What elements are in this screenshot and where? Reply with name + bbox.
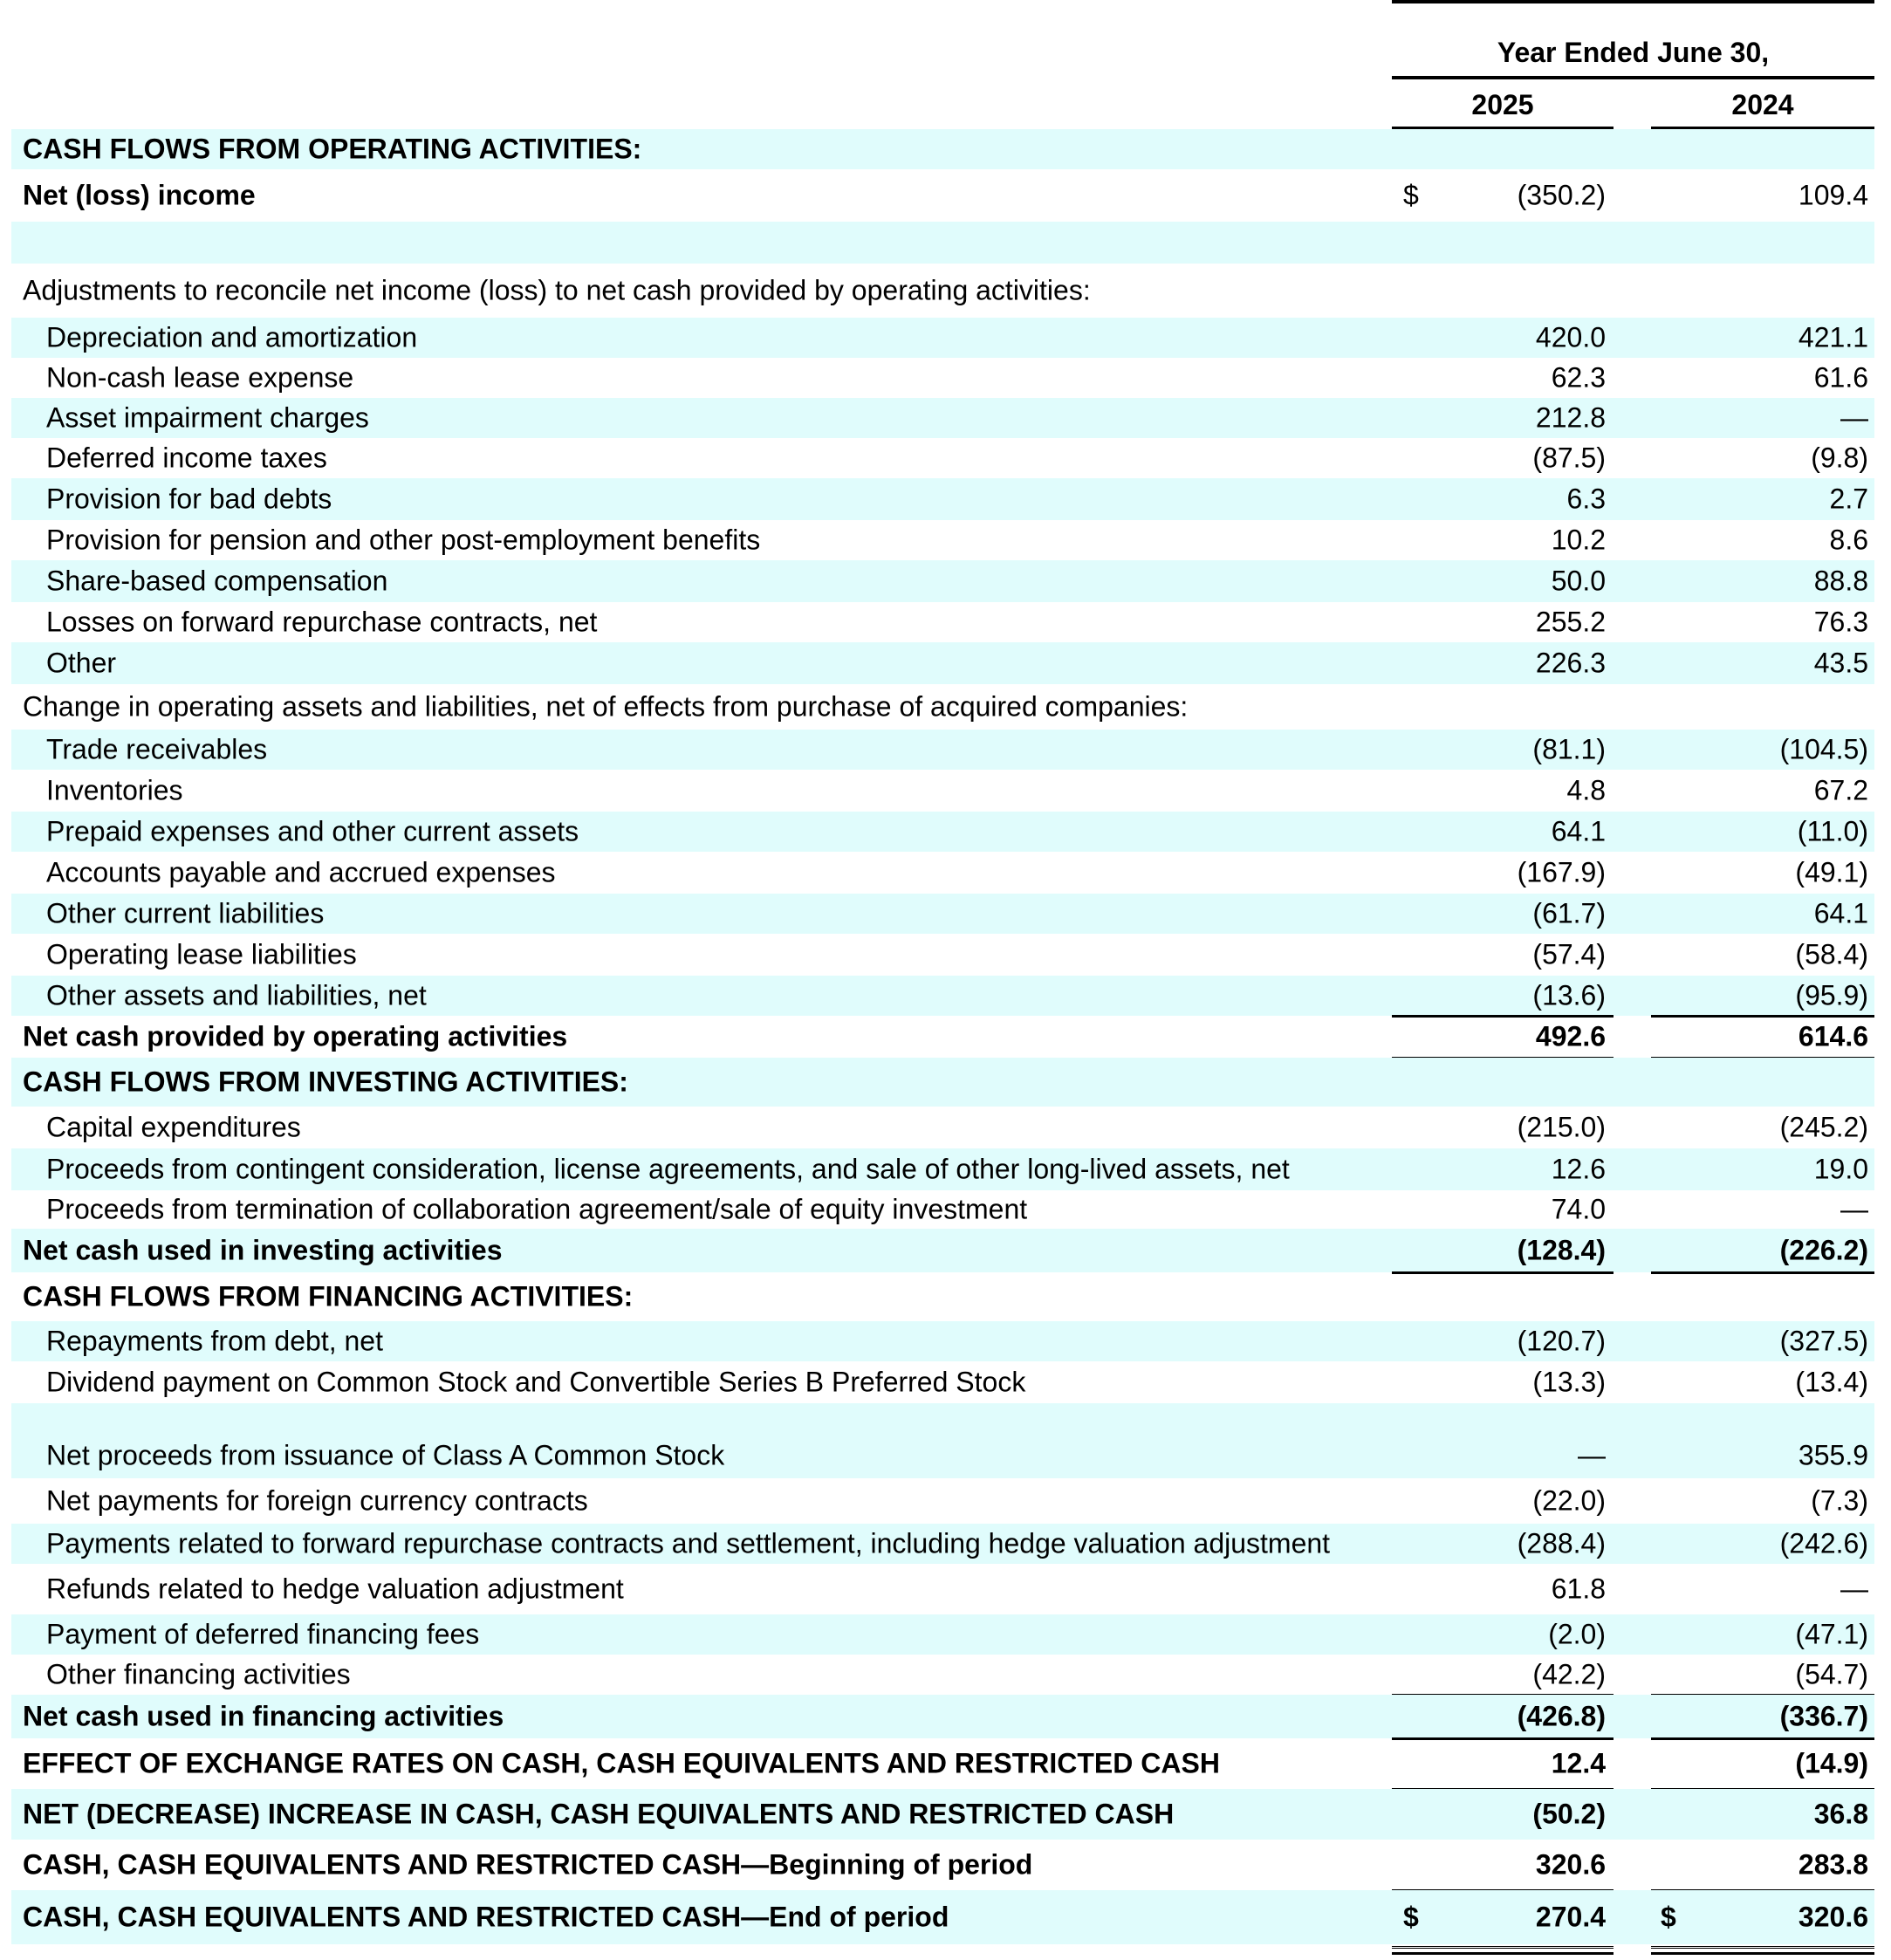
value-2024: (54.7): [1795, 1658, 1868, 1690]
value-2024: (13.4): [1795, 1366, 1868, 1398]
table-row: [11, 398, 1874, 438]
value-2024: (336.7): [1779, 1700, 1868, 1732]
row-label: Losses on forward repurchase contracts, net: [46, 606, 598, 638]
table-row: [11, 1433, 1874, 1478]
total-row-ending: [11, 1890, 1874, 1944]
row-label: Net cash used in financing activities: [23, 1700, 504, 1732]
row-label: Capital expenditures: [46, 1111, 301, 1143]
value-2025: (42.2): [1532, 1658, 1606, 1690]
table-row: [11, 1524, 1874, 1564]
value-2024: 2.7: [1829, 483, 1868, 515]
row-label: Prepaid expenses and other current assets: [46, 815, 579, 847]
row-label: NET (DECREASE) INCREASE IN CASH, CASH EQUIVALENTS AND RESTRICTED CASH: [23, 1798, 1175, 1830]
value-2024: —: [1840, 1573, 1868, 1605]
value-2024: —: [1840, 1193, 1868, 1225]
value-2025: (288.4): [1517, 1527, 1606, 1559]
value-2025: (61.7): [1532, 897, 1606, 929]
row-label: Other assets and liabilities, net: [46, 979, 427, 1011]
row-label: CASH FLOWS FROM INVESTING ACTIVITIES:: [23, 1066, 628, 1098]
row-label: Other current liabilities: [46, 897, 325, 929]
column-header: [11, 0, 1874, 129]
row-label: Provision for pension and other post-employment benefits: [46, 524, 761, 556]
value-2025: 62.3: [1551, 361, 1606, 394]
table-row: [11, 1148, 1874, 1190]
row-label: Repayments from debt, net: [46, 1325, 383, 1357]
value-2025: 226.3: [1535, 647, 1606, 679]
row-label: Net payments for foreign currency contracts: [46, 1484, 588, 1517]
value-2024: 355.9: [1798, 1439, 1868, 1471]
value-2024: (9.8): [1811, 442, 1868, 474]
period-label: Year Ended June 30,: [1497, 37, 1770, 68]
value-2025: (350.2): [1517, 179, 1606, 211]
row-label: Other financing activities: [46, 1658, 351, 1690]
row-label: Trade receivables: [46, 733, 268, 765]
value-2025: (81.1): [1532, 733, 1606, 765]
value-2024: 614.6: [1798, 1020, 1868, 1052]
value-2025: (215.0): [1517, 1111, 1606, 1143]
total-row-net-change: [11, 1789, 1874, 1840]
value-2024: (242.6): [1779, 1527, 1868, 1559]
value-2025: 270.4: [1535, 1901, 1606, 1933]
table-row: [11, 318, 1874, 358]
value-2024: (95.9): [1795, 979, 1868, 1011]
table-row: [11, 812, 1874, 852]
section-header-financing: [11, 1272, 1874, 1321]
row-label: Payment of deferred financing fees: [46, 1618, 480, 1650]
value-2025: 12.6: [1551, 1153, 1606, 1185]
table-row: [11, 1321, 1874, 1361]
value-2025: 10.2: [1551, 524, 1606, 556]
row-label: Asset impairment charges: [46, 401, 369, 434]
table-row: [11, 438, 1874, 478]
value-2025: 212.8: [1535, 401, 1606, 434]
table-row: [11, 730, 1874, 770]
row-label: Share-based compensation: [46, 565, 388, 597]
table-row: [11, 560, 1874, 602]
total-row-beginning: [11, 1840, 1874, 1890]
row-label: Dividend payment on Common Stock and Convertible Series B Preferred Stock: [46, 1366, 1026, 1398]
section-header-investing: [11, 1058, 1874, 1107]
value-2025: 64.1: [1551, 815, 1606, 847]
value-2025: 492.6: [1535, 1020, 1606, 1052]
value-2024: 67.2: [1813, 774, 1868, 806]
row-label: Net (loss) income: [23, 179, 256, 211]
row-label: Accounts payable and accrued expenses: [46, 856, 556, 888]
value-2025: (13.6): [1532, 979, 1606, 1011]
value-2024: 283.8: [1798, 1848, 1868, 1881]
row-label: Proceeds from contingent consideration, license agreements, and sale of other long-lived assets, net: [46, 1153, 1290, 1185]
table-row: [11, 1478, 1874, 1524]
table-row: [11, 1655, 1874, 1695]
dollar-sign: $: [1403, 179, 1419, 211]
value-2025: (426.8): [1517, 1700, 1606, 1732]
value-2025: 4.8: [1566, 774, 1606, 806]
value-2024: 109.4: [1798, 179, 1868, 211]
column-2024-header: 2024: [1731, 89, 1794, 120]
value-2025: (167.9): [1517, 856, 1606, 888]
value-2024: 36.8: [1813, 1798, 1868, 1830]
value-2025: 74.0: [1551, 1193, 1606, 1225]
value-2025: 12.4: [1551, 1747, 1606, 1779]
value-2025: (128.4): [1517, 1234, 1606, 1266]
row-label: Payments related to forward repurchase contracts and settlement, including hedge valuation adjustment: [46, 1527, 1331, 1559]
row-label: Non-cash lease expense: [46, 361, 354, 394]
value-2024: (14.9): [1795, 1747, 1868, 1779]
value-2024: (104.5): [1779, 733, 1868, 765]
value-2024: 43.5: [1813, 647, 1868, 679]
row-label: Change in operating assets and liabilities, net of effects from purchase of acquired companies:: [23, 690, 1189, 723]
row-label: CASH, CASH EQUIVALENTS AND RESTRICTED CASH—End of period: [23, 1901, 949, 1933]
value-2025: (50.2): [1532, 1798, 1606, 1830]
row-label: CASH, CASH EQUIVALENTS AND RESTRICTED CASH—Beginning of period: [23, 1848, 1033, 1881]
table-row: [11, 1361, 1874, 1403]
value-2024: (245.2): [1779, 1111, 1868, 1143]
value-2025: (13.3): [1532, 1366, 1606, 1398]
value-2024: (58.4): [1795, 938, 1868, 970]
row-label: Proceeds from termination of collaboration agreement/sale of equity investment: [46, 1193, 1028, 1225]
row-label: Net cash provided by operating activities: [23, 1020, 568, 1052]
value-2024: (47.1): [1795, 1618, 1868, 1650]
row-label: Inventories: [46, 774, 183, 806]
value-2024: (7.3): [1811, 1484, 1868, 1517]
value-2025: 6.3: [1566, 483, 1606, 515]
table-row: [11, 1564, 1874, 1614]
row-label: EFFECT OF EXCHANGE RATES ON CASH, CASH EQUIVALENTS AND RESTRICTED CASH: [23, 1747, 1220, 1779]
table-row: [11, 358, 1874, 398]
value-2025: (120.7): [1517, 1325, 1606, 1357]
column-2025-header: 2025: [1471, 89, 1534, 120]
table-row: [11, 1614, 1874, 1655]
value-2024: (327.5): [1779, 1325, 1868, 1357]
value-2024: (226.2): [1779, 1234, 1868, 1266]
value-2025: 320.6: [1535, 1848, 1606, 1881]
row-label: Refunds related to hedge valuation adjustment: [46, 1573, 624, 1605]
table-row: [11, 770, 1874, 812]
value-2025: 61.8: [1551, 1573, 1606, 1605]
value-2024: 64.1: [1813, 897, 1868, 929]
table-row: [11, 478, 1874, 520]
dollar-sign: $: [1661, 1901, 1676, 1933]
row-label: Net proceeds from issuance of Class A Common Stock: [46, 1439, 725, 1471]
value-2025: (57.4): [1532, 938, 1606, 970]
table-row: [11, 1107, 1874, 1148]
table-row: [11, 894, 1874, 934]
subtotal-row-operating: [11, 1016, 1874, 1058]
value-2024: (11.0): [1797, 815, 1868, 847]
value-2024: 61.6: [1813, 361, 1868, 394]
row-label: CASH FLOWS FROM OPERATING ACTIVITIES:: [23, 133, 642, 165]
subsection-header-adjustments: [11, 264, 1874, 318]
row-label: CASH FLOWS FROM FINANCING ACTIVITIES:: [23, 1280, 634, 1312]
value-2025: —: [1578, 1439, 1606, 1471]
value-2025: (2.0): [1548, 1618, 1606, 1650]
table-row: [11, 642, 1874, 684]
value-2024: 421.1: [1798, 321, 1868, 353]
subsection-header-changes: [11, 684, 1874, 730]
row-label: Provision for bad debts: [46, 483, 332, 515]
row-label: Net cash used in investing activities: [23, 1234, 503, 1266]
spacer-row: [11, 222, 1874, 264]
row-label: Deferred income taxes: [46, 442, 327, 474]
value-2024: —: [1840, 401, 1868, 434]
row-label: Adjustments to reconcile net income (loss) to net cash provided by operating activities:: [23, 274, 1091, 306]
value-2024: (49.1): [1795, 856, 1868, 888]
value-2025: (87.5): [1532, 442, 1606, 474]
table-row: [11, 520, 1874, 560]
row-label: Operating lease liabilities: [46, 938, 357, 970]
table-row: [11, 1190, 1874, 1229]
section-header-operating: [11, 129, 1874, 169]
value-2024: 19.0: [1813, 1153, 1868, 1185]
spacer-row: [11, 1403, 1874, 1433]
value-2025: 50.0: [1551, 565, 1606, 597]
table-row-net-income: [11, 169, 1874, 222]
subtotal-row-financing: [11, 1695, 1874, 1738]
row-label: Other: [46, 647, 117, 679]
total-row-exchange-rates: [11, 1738, 1874, 1789]
table-row: [11, 602, 1874, 642]
value-2024: 320.6: [1798, 1901, 1868, 1933]
table-row: [11, 934, 1874, 976]
table-row: [11, 852, 1874, 894]
table-row: [11, 976, 1874, 1016]
subtotal-row-investing: [11, 1229, 1874, 1272]
value-2025: 255.2: [1535, 606, 1606, 638]
value-2025: (22.0): [1532, 1484, 1606, 1517]
value-2024: 8.6: [1829, 524, 1868, 556]
dollar-sign: $: [1403, 1901, 1419, 1933]
row-label: Depreciation and amortization: [46, 321, 418, 353]
value-2025: 420.0: [1535, 321, 1606, 353]
value-2024: 76.3: [1813, 606, 1868, 638]
value-2024: 88.8: [1813, 565, 1868, 597]
